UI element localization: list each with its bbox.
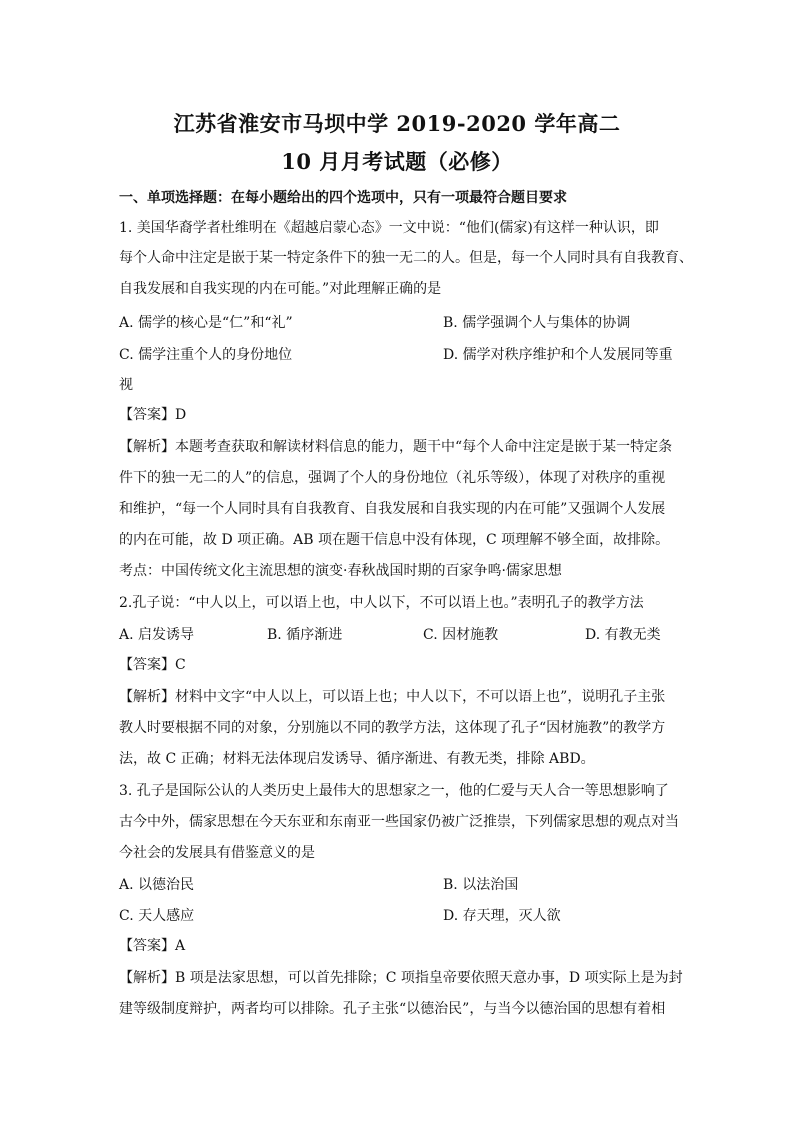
q1-knowledge-point: 考点：中国传统文化主流思想的演变·春秋战国时期的百家争鸣·儒家思想 [119,563,562,579]
q3-answer: 【答案】A [119,938,186,954]
q1-answer: 【答案】D [119,407,187,423]
q3-option-a: A. 以德治民 [119,877,195,893]
q3-stem-line: 3. 孔子是国际公认的人类历史上最伟大的思想家之一，他的仁爱与天人合一等思想影响了 [119,783,669,799]
q1-option-b: B. 儒学强调个人与集体的协调 [443,315,631,331]
exam-title-line2: 10 月月考试题（必修） [281,149,513,174]
q2-option-b: B. 循序渐进 [267,627,343,643]
q1-analysis-line: 和维护，“每一个人同时具有自我教育、自我发展和自我实现的内在可能”又强调个人发展 [119,501,666,517]
q3-analysis-line: 【解析】B 项是法家思想，可以首先排除；C 项指皇帝要依照天意办事，D 项实际上是为封 [119,970,683,986]
q1-stem-line: 自我发展和自我实现的内在可能。”对此理解正确的是 [119,281,442,297]
q2-stem: 2.孔子说：“中人以上，可以语上也，中人以下，不可以语上也。”表明孔子的教学方法 [119,595,644,611]
q2-option-a: A. 启发诱导 [119,627,195,643]
q1-analysis-line: 的内在可能，故 D 项正确。AB 项在题干信息中没有体现，C 项理解不够全面，故排除。 [119,532,670,548]
q1-option-d: D. 儒学对秩序维护和个人发展同等重 [443,347,673,363]
q3-option-b: B. 以法治国 [443,877,519,893]
q3-option-c: C. 天人感应 [119,908,195,924]
q2-analysis-line: 法，故 C 正确；材料无法体现启发诱导、循序渐进、有教无类，排除 ABD。 [119,751,595,767]
q2-option-c: C. 因材施教 [423,627,499,643]
q1-stem-line: 每个人命中注定是嵌于某一特定条件下的独一无二的人。但是，每一个人同时具有自我教育、 [119,250,693,266]
q2-analysis-line: 【解析】材料中文字“中人以上，可以语上也；中人以下，不可以语上也”，说明孔子主张 [119,689,666,705]
q3-stem-line: 古今中外，儒家思想在今天东亚和东南亚一些国家仍被广泛推崇，下列儒家思想的观点对当 [119,814,679,830]
q3-analysis-line: 建等级制度辩护，两者均可以排除。孔子主张“以德治民”，与当今以德治国的思想有着相 [119,1001,666,1017]
q1-option-a: A. 儒学的核心是“仁”和“礼” [119,315,293,331]
section-heading: 一、单项选择题：在每小题给出的四个选项中，只有一项最符合题目要求 [119,190,567,206]
q1-stem-line: 1. 美国华裔学者杜维明在《超越启蒙心态》一文中说：“他们(儒家)有这样一种认识，即 [119,220,659,236]
q1-analysis-line: 件下的独一无二的人”的信息，强调了个人的身份地位（礼乐等级），体现了对秩序的重视 [119,470,666,486]
q1-option-d-continued: 视 [119,377,133,393]
q2-analysis-line: 教人时要根据不同的对象，分别施以不同的教学方法，这体现了孔子“因材施教”的教学方 [119,720,666,736]
q2-option-d: D. 有教无类 [585,627,661,643]
q3-stem-line: 今社会的发展具有借鉴意义的是 [119,845,315,861]
q2-answer: 【答案】C [119,657,186,673]
q3-option-d: D. 存天理，灭人欲 [443,908,561,924]
exam-title-line1: 江苏省淮安市马坝中学 2019-2020 学年高二 [173,111,621,136]
q1-option-c: C. 儒学注重个人的身份地位 [119,347,293,363]
q1-analysis-line: 【解析】本题考查获取和解读材料信息的能力，题干中“每个人命中注定是嵌于某一特定条 [119,439,673,455]
